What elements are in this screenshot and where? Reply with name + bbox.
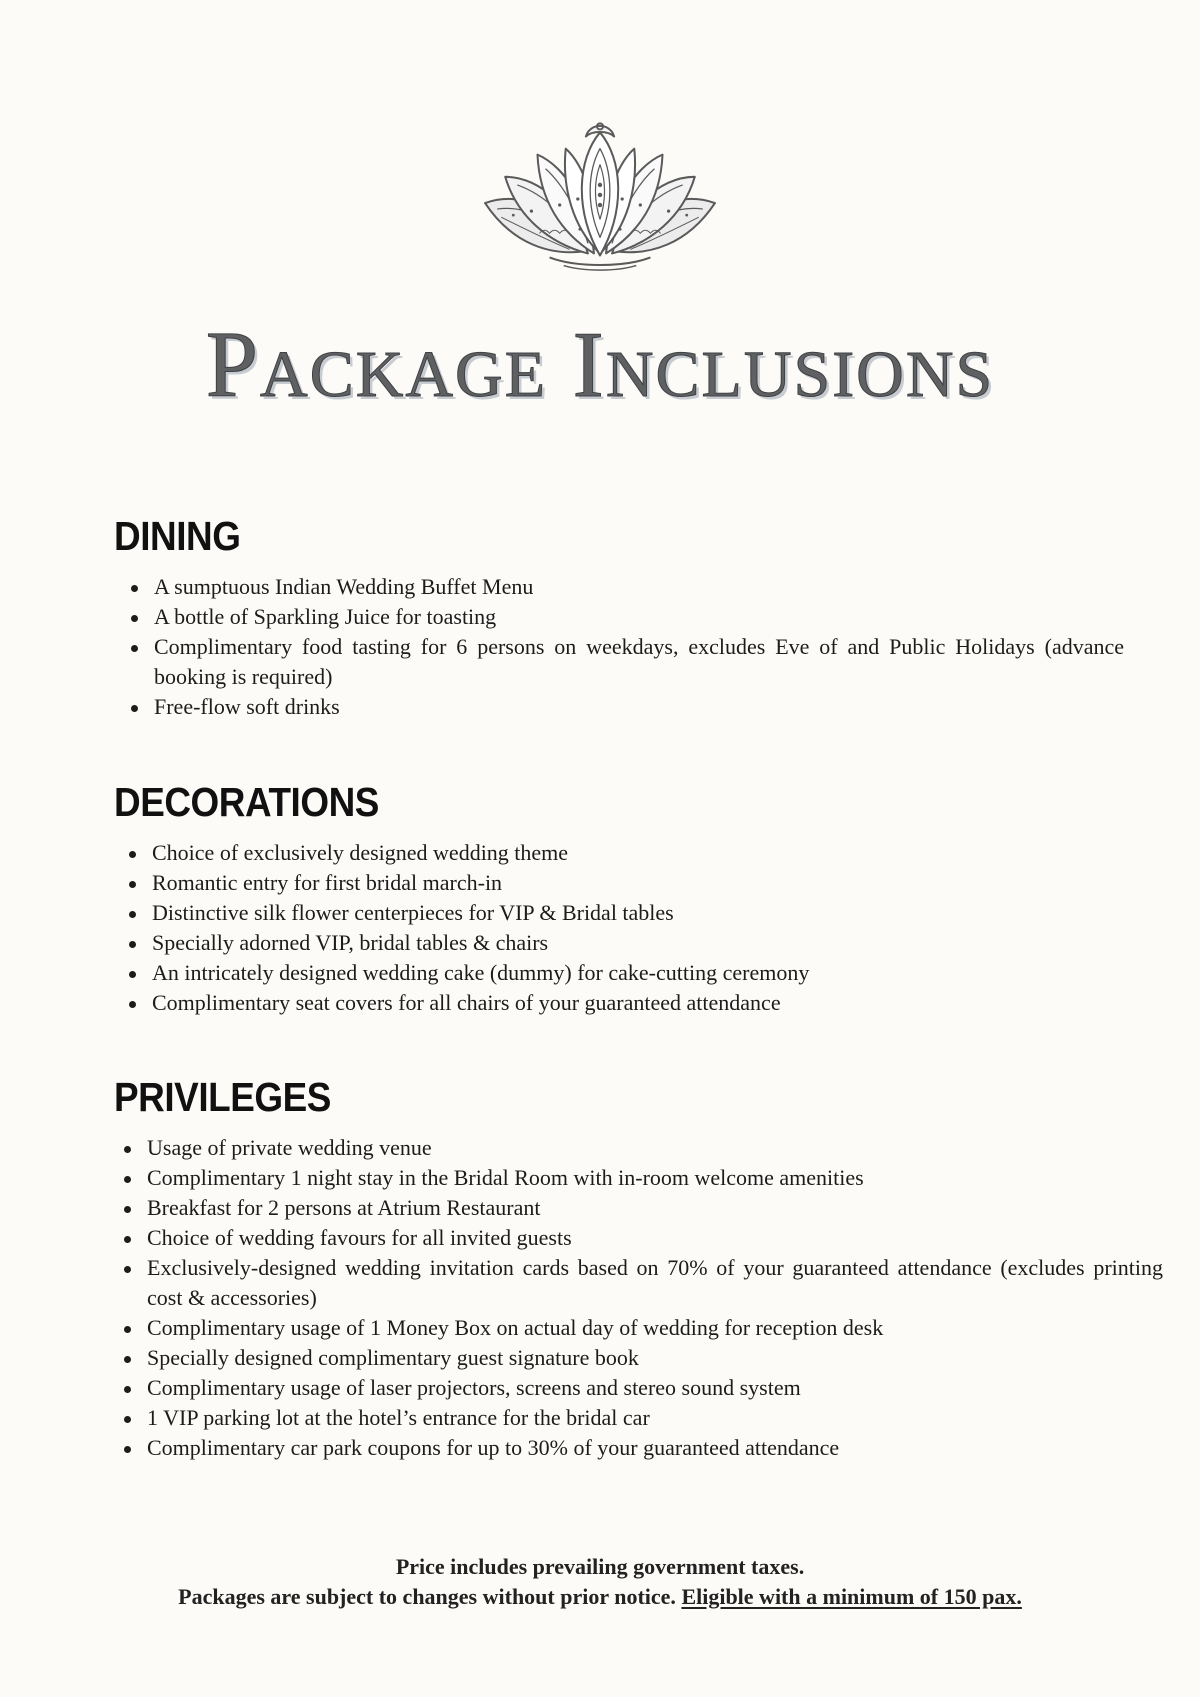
dining-list — [114, 572, 1124, 722]
list-item: Choice of exclusively designed wedding theme — [152, 838, 1132, 868]
list-item: Complimentary car park coupons for up to 30% of your guaranteed attendance — [147, 1433, 1163, 1463]
privileges-list — [114, 1133, 1163, 1463]
decorations-list — [114, 838, 1132, 1018]
list-item: A sumptuous Indian Wedding Buffet Menu — [154, 572, 1124, 602]
list-item: Romantic entry for first bridal march-in — [152, 868, 1132, 898]
footer-terms — [0, 1582, 1200, 1612]
list-item: Choice of wedding favours for all invited guests — [147, 1223, 1163, 1253]
list-item: Specially designed complimentary guest signature book — [147, 1343, 1163, 1373]
list-item: Complimentary seat covers for all chairs of your guaranteed attendance — [152, 988, 1132, 1018]
list-item: Exclusively-designed wedding invitation cards based on 70% of your guaranteed attendance (excludes printing cost & accessories) — [147, 1253, 1163, 1313]
list-item: Specially adorned VIP, bridal tables & chairs — [152, 928, 1132, 958]
list-item: Complimentary food tasting for 6 persons on weekdays, excludes Eve of and Public Holidays (advance booking is required) — [154, 632, 1124, 692]
lotus-mandala-icon — [479, 118, 721, 280]
footer-tax-note: Price includes prevailing government taxes. — [395, 1554, 805, 1579]
decorations-heading: DECORATIONS — [114, 779, 379, 825]
page-title: Package Inclusions — [205, 313, 995, 417]
list-item: 1 VIP parking lot at the hotel’s entrance for the bridal car — [147, 1403, 1163, 1433]
dining-section — [114, 512, 1124, 722]
footer-minimum-pax: Eligible with a minimum of 150 pax. — [681, 1584, 1022, 1609]
dining-heading: DINING — [114, 513, 241, 559]
list-item: Breakfast for 2 persons at Atrium Restaurant — [147, 1193, 1163, 1223]
list-item: Complimentary 1 night stay in the Bridal Room with in-room welcome amenities — [147, 1163, 1163, 1193]
list-item: Distinctive silk flower centerpieces for VIP & Bridal tables — [152, 898, 1132, 928]
list-item: A bottle of Sparkling Juice for toasting — [154, 602, 1124, 632]
footer-note — [0, 1552, 1200, 1612]
privileges-heading: PRIVILEGES — [114, 1074, 331, 1120]
list-item: An intricately designed wedding cake (dummy) for cake-cutting ceremony — [152, 958, 1132, 988]
privileges-section — [114, 1073, 1163, 1463]
decorations-section — [114, 778, 1132, 1018]
footer-change-notice: Packages are subject to changes without prior notice. — [178, 1584, 676, 1609]
list-item: Free-flow soft drinks — [154, 692, 1124, 722]
list-item: Usage of private wedding venue — [147, 1133, 1163, 1163]
list-item: Complimentary usage of laser projectors, screens and stereo sound system — [147, 1373, 1163, 1403]
list-item: Complimentary usage of 1 Money Box on actual day of wedding for reception desk — [147, 1313, 1163, 1343]
